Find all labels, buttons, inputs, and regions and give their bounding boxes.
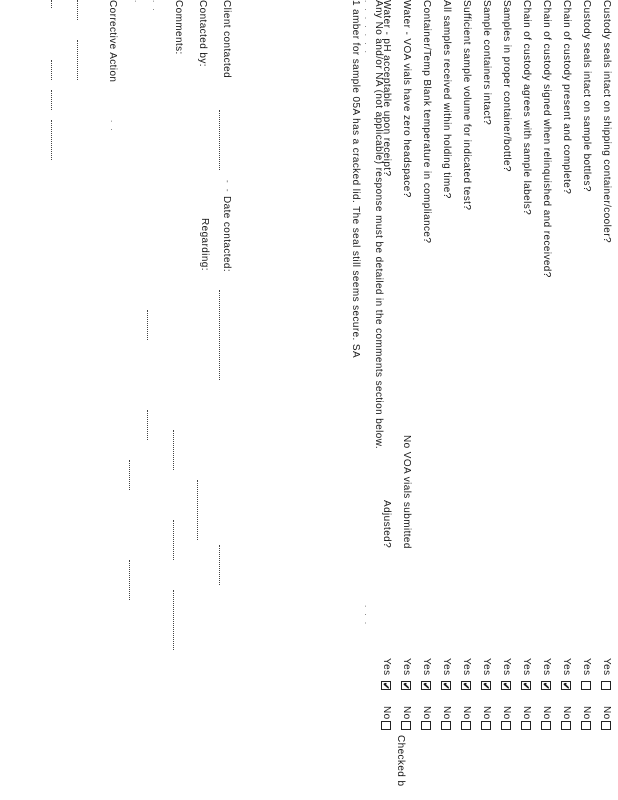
no-label: No <box>541 706 552 720</box>
corrective-line-2[interactable] <box>77 40 78 80</box>
comments-dots-1: . . <box>151 0 160 13</box>
yes-checkbox[interactable]: ✔ <box>561 682 571 690</box>
checklist-question: Sufficient sample volume for indicated test? <box>461 0 472 211</box>
no-checkbox[interactable] <box>561 721 571 730</box>
checklist-question: Water - VOA vials have zero headspace? <box>401 0 412 198</box>
yes-checkbox[interactable] <box>601 681 611 690</box>
yes-checkbox[interactable]: ✔ <box>421 682 431 690</box>
checklist-question: All samples received within holding time? <box>441 0 452 199</box>
yes-label: Yes <box>481 658 492 676</box>
no-checkbox[interactable] <box>601 721 611 730</box>
contacted-by-label: Contacted by: <box>197 0 208 67</box>
client-contacted-label: Client contacted <box>221 0 232 79</box>
no-label: No <box>501 706 512 720</box>
corrective-line-3[interactable] <box>51 0 52 8</box>
yes-checkbox[interactable]: ✔ <box>541 682 551 690</box>
corrective-line-4[interactable] <box>51 60 52 80</box>
checklist-question: Custody seals intact on sample bottles? <box>581 0 592 192</box>
date-contacted-line[interactable] <box>219 290 220 380</box>
comments-line-7[interactable] <box>129 560 130 600</box>
comments-line-5[interactable] <box>147 410 148 440</box>
yes-label: Yes <box>541 658 552 676</box>
checklist-question: Sample containers intact? <box>481 0 492 126</box>
yes-label: Yes <box>381 658 392 676</box>
checklist-row <box>598 0 612 800</box>
checklist-row <box>478 0 492 800</box>
no-checkbox[interactable] <box>521 721 531 730</box>
no-checkbox[interactable] <box>481 721 491 730</box>
no-label: No <box>581 706 592 720</box>
checklist-row <box>458 0 472 800</box>
checklist-extra-note: No VOA vials submitted <box>401 435 412 549</box>
yes-checkbox[interactable]: ✔ <box>461 682 471 690</box>
yes-label: Yes <box>441 658 452 676</box>
no-label: No <box>441 706 452 720</box>
comments-line-1[interactable] <box>173 430 174 470</box>
date-contacted-label: Date contacted: <box>221 196 232 273</box>
corrective-dots: . . <box>109 120 118 133</box>
checked-by-header: Checked b <box>395 735 406 787</box>
client-contacted-line[interactable] <box>219 110 220 170</box>
corrective-line-1[interactable] <box>77 0 78 20</box>
checklist-question: Samples in proper container/bottle? <box>501 0 512 172</box>
no-checkbox[interactable] <box>401 721 411 730</box>
no-label: No <box>461 706 472 720</box>
checklist-extra-note: Adjusted? <box>381 500 392 549</box>
yes-label: Yes <box>581 658 592 676</box>
yes-checkbox[interactable]: ✔ <box>501 682 511 690</box>
checklist-question: Container/Temp Blank temperature in compliance? <box>421 0 432 244</box>
no-label: No <box>381 706 392 720</box>
comment-line: 1 amber for sample 05A has a cracked lid. The seal still seems secure. SA <box>350 0 361 359</box>
checklist-row <box>518 0 532 800</box>
notice-dots-right: . . . <box>363 605 372 627</box>
checklist-question: Custody seals intact on shipping container/cooler? <box>601 0 612 243</box>
yes-checkbox[interactable]: ✔ <box>381 682 391 690</box>
comments-dots-2: . <box>133 0 142 5</box>
regarding-label: Regarding: <box>199 218 210 271</box>
checklist-row <box>398 0 412 800</box>
no-label: No <box>421 706 432 720</box>
no-label: No <box>401 706 412 720</box>
checklist-row <box>418 0 432 800</box>
yes-label: Yes <box>521 658 532 676</box>
no-label: No <box>601 706 612 720</box>
no-checkbox[interactable] <box>421 721 431 730</box>
date-contacted-line-2[interactable] <box>219 545 220 585</box>
checklist-question: Chain of custody signed when relinquished and received? <box>541 0 552 278</box>
no-label: No <box>521 706 532 720</box>
no-checkbox[interactable] <box>381 721 391 730</box>
yes-checkbox[interactable]: ✔ <box>441 682 451 690</box>
checklist-question: Chain of custody agrees with sample labels? <box>521 0 532 216</box>
corrective-line-6[interactable] <box>51 120 52 160</box>
no-label: No <box>561 706 572 720</box>
comments-line-3[interactable] <box>173 590 174 650</box>
comments-line-2[interactable] <box>173 520 174 560</box>
checklist-row <box>538 0 552 800</box>
yes-label: Yes <box>421 658 432 676</box>
corrective-action-label: Corrective Action <box>107 0 118 83</box>
no-checkbox[interactable] <box>441 721 451 730</box>
comments-line-4[interactable] <box>147 310 148 340</box>
corrective-line-5[interactable] <box>51 90 52 110</box>
notice-dots-left: . . . . . . . <box>363 0 372 55</box>
yes-checkbox[interactable]: ✔ <box>401 682 411 690</box>
no-checkbox[interactable] <box>501 721 511 730</box>
checklist-row <box>438 0 452 800</box>
no-label: No <box>481 706 492 720</box>
yes-checkbox[interactable] <box>581 681 591 690</box>
checklist-row <box>558 0 572 800</box>
notice-text: Any No and/or NA (not applicable) response must be detailed in the comments section below. <box>373 0 384 450</box>
checklist-question: Water - pH acceptable upon receipt? <box>381 0 392 177</box>
yes-checkbox[interactable]: ✔ <box>481 682 491 690</box>
yes-label: Yes <box>401 658 412 676</box>
yes-checkbox[interactable]: ✔ <box>521 682 531 690</box>
client-dashes: - - <box>223 180 232 194</box>
yes-label: Yes <box>601 658 612 676</box>
yes-label: Yes <box>561 658 572 676</box>
no-checkbox[interactable] <box>541 721 551 730</box>
checklist-question: Chain of custody present and complete? <box>561 0 572 195</box>
yes-label: Yes <box>501 658 512 676</box>
checklist-row <box>498 0 512 800</box>
no-checkbox[interactable] <box>461 721 471 730</box>
yes-label: Yes <box>461 658 472 676</box>
no-checkbox[interactable] <box>581 721 591 730</box>
checklist-row <box>578 0 592 800</box>
comments-label: Comments: <box>173 0 184 55</box>
comments-line-6[interactable] <box>129 460 130 490</box>
regarding-line[interactable] <box>197 480 198 540</box>
